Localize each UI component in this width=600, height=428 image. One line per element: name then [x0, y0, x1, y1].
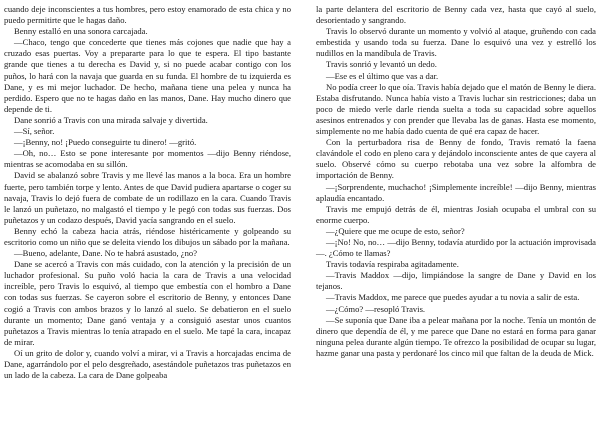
paragraph: —Se suponía que Dane iba a pelear mañana por la noche. Tenía un montón de dinero que dependía de él, y me parece que Dane no estará en forma para ganar ninguna pelea durante algún tiempo. Te ofrezco la posibilidad de ocupar su lugar, hazme ganar una pasta y perdonaré los cinco mil que faltan de la deuda de Mick.	[316, 314, 596, 358]
paragraph: —Travis Maddox, me parece que puedes ayudar a tu novia a salir de esta.	[326, 292, 580, 303]
paragraph: —Chaco, tengo que concederte que tienes más cojones que nadie que hay a cruzado esas puertas. Voy a prepararte para lo que te espera. El tipo bastante grande que tienes a tu derecha es David y, si no puede acabar contigo con los puños, lo hará con la navaja que guarda en su funda. El hombre de tu izquierda es Dane, y es mi mejor luchador. De hecho, mañana tiene una pelea y nunca ha perdido. Espero que no te hagas daño en las manos, Dane. Hay mucho dinero que depende de ti.	[4, 37, 291, 114]
paragraph: —Sí, señor.	[14, 126, 55, 137]
paragraph: la parte delantera del escritorio de Benny cada vez, hasta que cayó al suelo, desorientado y sangrando.	[316, 4, 596, 26]
paragraph: Oí un grito de dolor y, cuando volví a mirar, vi a Travis a horcajadas encima de Dane, agarrándolo por el pelo desgreñado, asestándole puñetazos tras puñetazos en un lado de la cabeza. La cara de Dane golpeaba	[4, 347, 291, 381]
paragraph: Benny echó la cabeza hacia atrás, riéndose histéricamente y golpeando su escritorio como un niño que se deleita viendo los dibujos un sábado por la mañana.	[4, 225, 291, 247]
paragraph: —¡Benny, no! ¡Puedo conseguirte tu dinero! —gritó.	[14, 137, 197, 148]
paragraph: —¡No! No, no… —dijo Benny, todavía aturdido por la actuación improvisada—. ¿Cómo te llamas?	[316, 236, 596, 259]
paragraph: —¡Sorprendente, muchacho! ¡Simplemente increíble! —dijo Benny, mientras aplaudía encantado.	[316, 181, 596, 203]
right-text-column	[316, 4, 596, 359]
paragraph: —Travis Maddox —dijo, limpiándose la sangre de Dane y David en los tejanos.	[316, 270, 596, 292]
left-text-column	[4, 4, 291, 381]
paragraph: —Bueno, adelante, Dane. No te habrá asustado, ¿no?	[14, 248, 198, 259]
paragraph: Travis todavía respiraba agitadamente.	[326, 259, 459, 270]
paragraph: —¿Quiere que me ocupe de esto, señor?	[326, 225, 465, 236]
paragraph: Travis lo observó durante un momento y volvió al ataque, gruñendo con cada embestida y usando toda su fuerza. Dane lo esquivó una vez y estrelló los nudillos en la mandíbula de Travis.	[316, 26, 596, 59]
paragraph: Con la perturbadora risa de Benny de fondo, Travis remató la faena clavándole el codo en pleno cara y dejándolo inconsciente antes de que cayera al suelo. Observé cómo su cuerpo rebotaba una vez sobre la alfombra de importación de Benny.	[316, 137, 596, 181]
paragraph: —Oh, no… Esto se pone interesante por momentos —dijo Benny riéndose, mientras se acomodaba en su sillón.	[4, 148, 291, 170]
paragraph: —Ese es el último que vas a dar.	[326, 70, 439, 81]
paragraph: Dane se acercó a Travis con más cuidado, con la atención y la precisión de un luchador profesional. Su puño voló hacia la cara de Travis a una velocidad increíble, pero Travis lo esquivó, al tiempo que embestía con el hombro a Dane con todas sus fuerzas. Se cayeron sobre el escritorio de Benny, y entonces Dane cogió a Travis con ambos brazos y lo lanzó al suelo. Se debatieron en el suelo durante un momento; Dane ganó ventaja y a consiguió asestar unos cuantos puñetazos a Travis mientras lo tenía atrapado en el suelo. Me tapé la cara, incapaz de mirar.	[4, 259, 291, 347]
paragraph: Travis me empujó detrás de él, mientras Josiah ocupaba el umbral con su enorme cuerpo.	[316, 203, 596, 225]
paragraph: No podía creer lo que oía. Travis había dejado que el matón de Benny le diera. Estaba disfrutando. Nunca había visto a Travis luchar sin restricciones; daba un poco de miedo verle darle rienda suelta a toda su capacidad sobre aquellos asesinos entrenados y con prender que llevaba las de ganas. Hasta ese momento, simplemente no me había dado cuenta de qué era capaz de hacer.	[316, 81, 596, 137]
paragraph: cuando deje inconscientes a tus hombres, pero estoy enamorado de esta chica y no puedo permitirte que le hagas daño.	[4, 4, 291, 26]
paragraph: Dane sonrió a Travis con una mirada salvaje y divertida.	[14, 114, 208, 125]
paragraph: David se abalanzó sobre Travis y me llevé las manos a la boca. Era un hombre fuerte, pero también torpe y lento. Antes de que David pudiera apartarse o coger su navaja, Travis lo dejó fuera de combate de un rodillazo en la cara. Cuando Travis le lanzó un puñetazo, no malgastó el tiempo y le pegó con todas sus fuerzas. Dos puñetazos y un codazo después, David yacía sangrando en el suelo.	[4, 170, 291, 225]
paragraph: —¿Cómo? —resopló Travis.	[326, 303, 426, 314]
paragraph: Benny estalló en una sonora carcajada.	[14, 26, 148, 37]
paragraph: Travis sonrió y levantó un dedo.	[326, 59, 437, 70]
